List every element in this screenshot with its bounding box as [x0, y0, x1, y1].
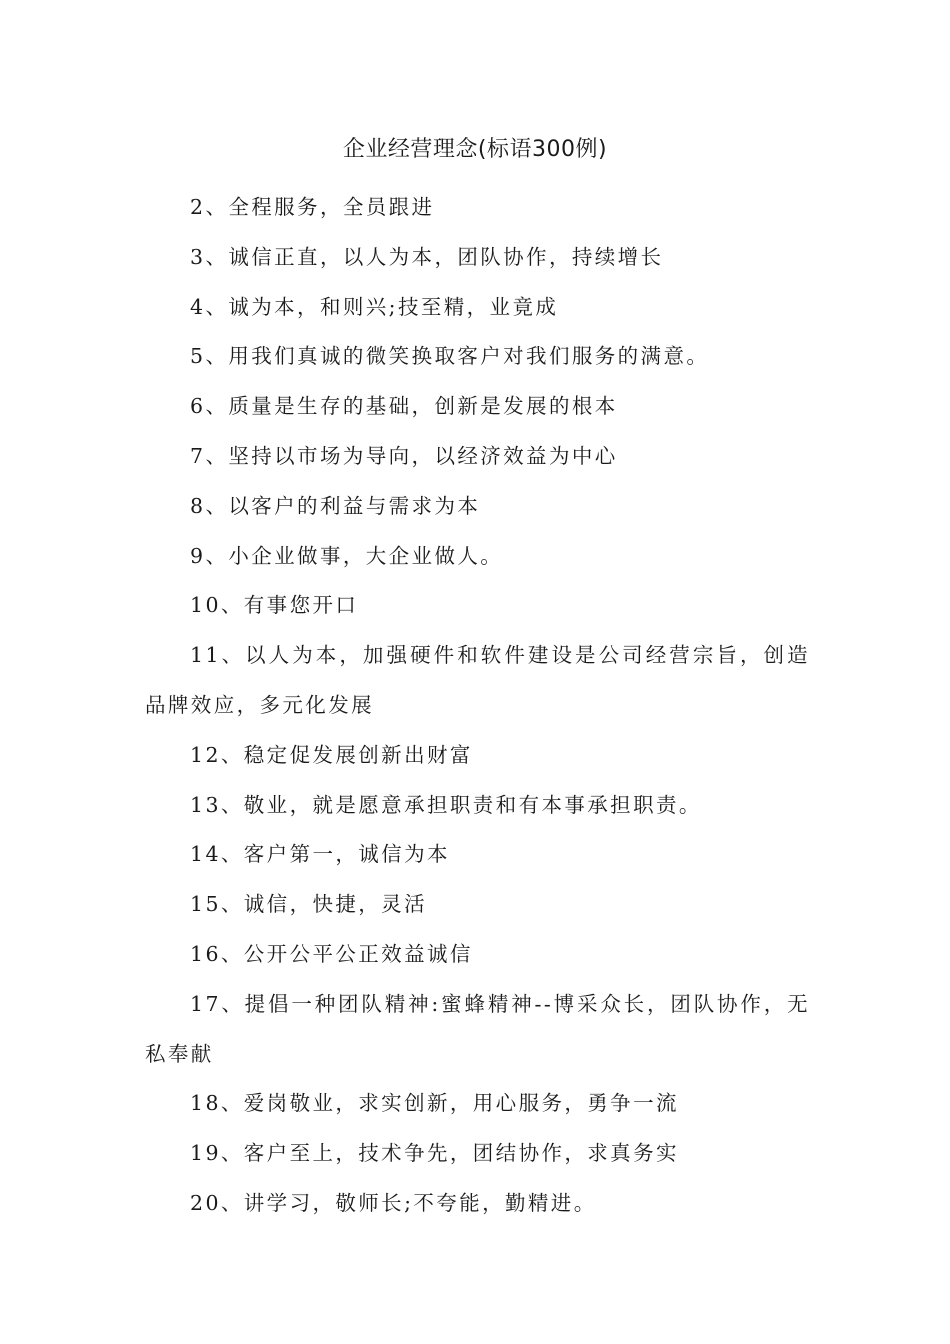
list-item: 18、爱岗敬业，求实创新，用心服务，勇争一流: [190, 1091, 679, 1116]
list-item: 13、敬业，就是愿意承担职责和有本事承担职责。: [190, 792, 702, 817]
list-item: 17、提倡一种团队精神:蜜蜂精神--博采众长，团队协作，无私奉献: [145, 991, 810, 1066]
list-item: 3、诚信正直，以人为本，团队协作，持续增长: [190, 244, 664, 269]
list-item: 9、小企业做事，大企业做人。: [190, 543, 504, 568]
list-item: 5、用我们真诚的微笑换取客户对我们服务的满意。: [190, 344, 710, 369]
document-title: 企业经营理念(标语300例): [342, 137, 608, 162]
list-item: 14、客户第一，诚信为本: [190, 842, 450, 867]
list-item: 20、讲学习，敬师长;不夸能，勤精进。: [190, 1190, 597, 1215]
list-item: 19、客户至上，技术争先，团结协作，求真务实: [190, 1141, 679, 1166]
list-item: 7、坚持以市场为导向，以经济效益为中心: [190, 443, 618, 468]
list-item: 15、诚信，快捷，灵活: [190, 892, 427, 917]
list-item: 2、全程服务，全员跟进: [190, 195, 435, 219]
slogan-list: [145, 183, 810, 1229]
list-item: 12、稳定促发展创新出财富: [190, 742, 473, 767]
list-item: 4、诚为本，和则兴;技至精，业竟成: [190, 294, 559, 319]
list-item: 8、以客户的利益与需求为本: [190, 493, 481, 518]
list-item: 10、有事您开口: [190, 593, 359, 618]
list-item: 6、质量是生存的基础，创新是发展的根本: [190, 394, 618, 419]
list-item: 16、公开公平公正效益诚信: [190, 941, 473, 966]
list-item: 11、以人为本，加强硬件和软件建设是公司经营宗旨，创造品牌效应，多元化发展: [145, 643, 810, 717]
